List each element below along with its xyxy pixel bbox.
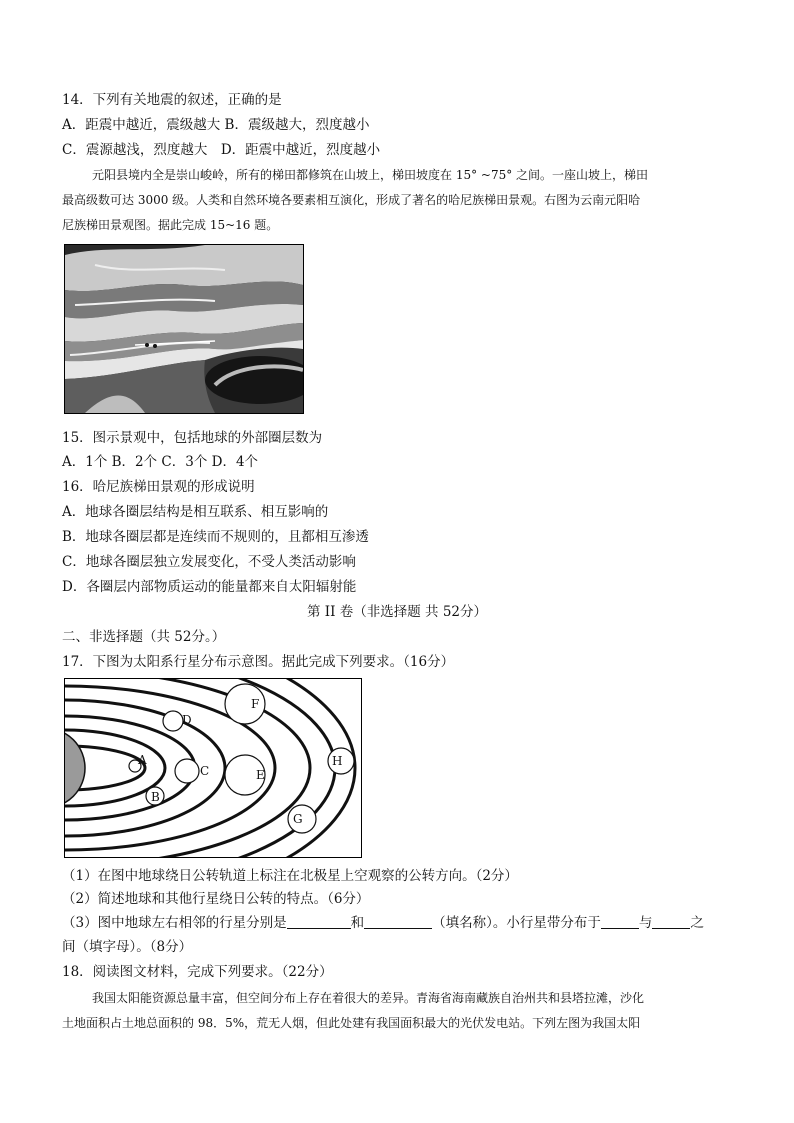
q14-options-cd: C．震源越浅，烈度越大 D．距震中越近，烈度越小 (62, 142, 381, 158)
q17-stem: 17．下图为太阳系行星分布示意图。据此完成下列要求。（16分） (62, 654, 455, 670)
planet-c-marker (175, 759, 199, 783)
terrace-photo (64, 244, 304, 414)
q17-sub1: （1）在图中地球绕日公转轨道上标注在北极星上空观察的公转方向。（2分） (62, 868, 518, 884)
q17-sub3-part-c: （填名称）。小行星带分布于 (432, 915, 601, 931)
q17-sub3-part-e: 之 (690, 915, 704, 931)
part2-title: 第 II 卷（非选择题 共 52分） (306, 604, 487, 620)
q16-stem: 16．哈尼族梯田景观的形成说明 (62, 479, 255, 495)
q16-option-b: B．地球各圈层都是连续而不规则的，且都相互渗透 (62, 529, 369, 545)
planet-label-f: F (251, 697, 260, 711)
q16-option-d: D．各圈层内部物质运动的能量都来自太阳辐射能 (62, 579, 357, 595)
q15-stem: 15．图示景观中，包括地球的外部圈层数为 (62, 430, 323, 446)
planet-label-g: G (293, 812, 303, 826)
answer-blank-2[interactable] (364, 914, 432, 929)
q17-sub3-part-d: 与 (638, 915, 653, 931)
q17-sub2: （2）简述地球和其他行星绕日公转的特点。（6分） (62, 891, 370, 907)
planet-label-d: D (182, 713, 192, 727)
sun (65, 728, 85, 808)
planet-d-marker (163, 711, 183, 731)
passage1-line1: 元阳县境内全是崇山峻岭，所有的梯田都修筑在山坡上，梯田坡度在 15° ~75° 之间。一座山坡上，梯田 (92, 168, 649, 182)
section2-heading: 二、非选择题（共 52分。） (62, 629, 226, 645)
q16-option-a: A．地球各圈层结构是相互联系、相互影响的 (62, 504, 329, 520)
passage1-line3: 尼族梯田景观图。据此完成 15~16 题。 (62, 218, 279, 232)
q15-options: A．1个 B．2个 C．3个 D．4个 (62, 454, 259, 470)
q17-sub3-part-b: 和 (350, 915, 365, 931)
answer-blank-1[interactable] (287, 914, 351, 929)
solar-system-diagram (64, 678, 362, 858)
q18-stem: 18．阅读图文材料，完成下列要求。（22分） (62, 964, 333, 980)
answer-blank-4[interactable] (652, 914, 690, 929)
q17-sub3-part-a: （3）图中地球左右相邻的行星分别是 (62, 915, 287, 931)
q17-sub3-line1 (62, 913, 742, 933)
planet-label-a: A (138, 753, 147, 767)
passage1-line2: 最高级数可达 3000 级。人类和自然环境各要素相互演化，形成了著名的哈尼族梯田景观。右图为云南元阳哈 (62, 193, 641, 207)
q17-sub3-line2: 间（填字母）。（8分） (62, 939, 193, 955)
planet-label-e: E (256, 768, 265, 782)
q14-stem: 14．下列有关地震的叙述，正确的是 (62, 92, 282, 108)
q18-passage-line2: 土地面积占土地总面积的 98．5%，荒无人烟，但此处建有我国面积最大的光伏发电站。下列左图为我国太阳 (62, 1016, 641, 1030)
q18-passage-line1: 我国太阳能资源总量丰富，但空间分布上存在着很大的差异。青海省海南藏族自治州共和县塔拉滩，沙化 (92, 991, 645, 1005)
planet-label-b: B (151, 790, 160, 804)
q14-options-ab: A．距震中越近，震级越大 B．震级越大，烈度越小 (62, 117, 370, 133)
terrace-photo-drawing (65, 245, 303, 413)
planet-label-c: C (200, 764, 210, 778)
q16-option-c: C．地球各圈层独立发展变化，不受人类活动影响 (62, 554, 356, 570)
solar-system-drawing (65, 679, 361, 857)
answer-blank-3[interactable] (601, 914, 639, 929)
planet-label-h: H (332, 754, 343, 768)
